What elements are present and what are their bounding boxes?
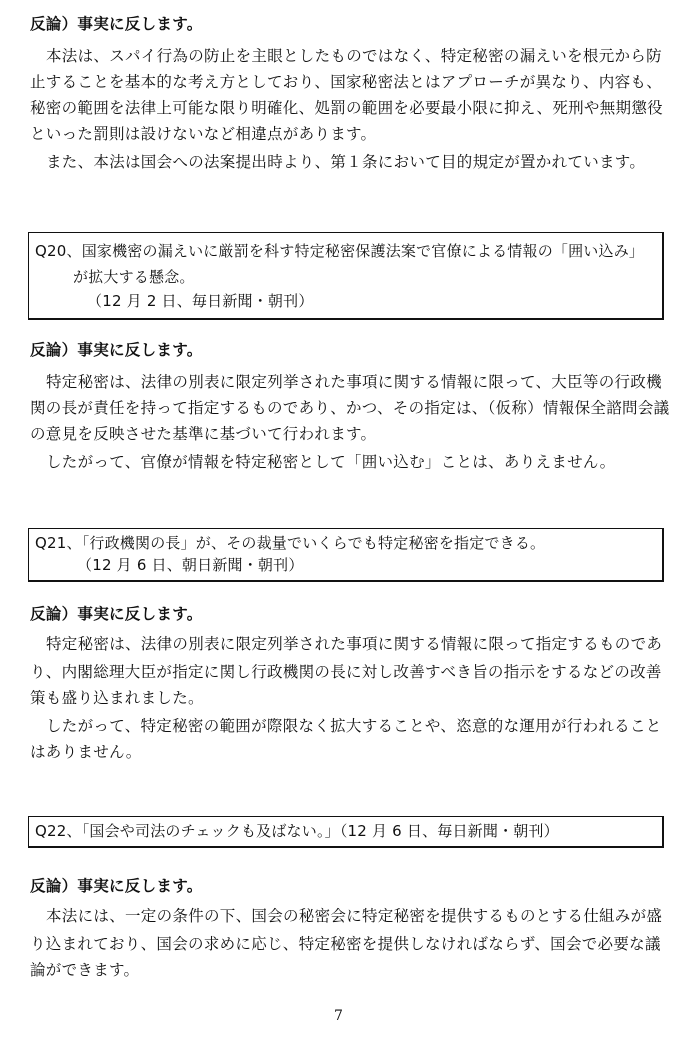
paragraph-line: といった罰則は設けないなど相違点があります。 [30,125,377,143]
paragraph-line: り、内閣総理大臣が指定に関し行政機関の長に対し改善すべき旨の指示をするなどの改善 [30,663,662,681]
paragraph-line: 論ができます。 [30,961,140,979]
paragraph-line: 策も盛り込まれました。 [30,689,204,707]
paragraph-line: また、本法は国会への法案提出時より、第１条において目的規定が置かれています。 [46,153,646,171]
paragraph-line: したがって、官僚が情報を特定秘密として「囲い込む」ことは、ありえません。 [46,453,616,471]
rebuttal-heading: 反論）事実に反します。 [30,15,203,33]
question-line: Q21、「行政機関の長」が、その裁量でいくらでも特定秘密を指定できる。 [35,534,546,552]
paragraph-line: 本法は、スパイ行為の防止を主眼としたものではなく、特定秘密の漏えいを根元から防 [46,47,662,65]
question-line: が拡大する懸念。 [73,268,195,286]
paragraph-line: 秘密の範囲を法律上可能な限り明確化、処罰の範囲を必要最小限に抑え、死刑や無期懲役 [30,99,663,117]
paragraph-line: したがって、特定秘密の範囲が際限なく拡大することや、恣意的な運用が行われること [46,717,662,735]
paragraph-line: 本法には、一定の条件の下、国会の秘密会に特定秘密を提供するものとする仕組みが盛 [46,907,663,925]
paragraph-line: 特定秘密は、法律の別表に限定列挙された事項に関する情報に限って、大臣等の行政機 [46,373,662,391]
rebuttal-heading: 反論）事実に反します。 [30,605,203,623]
rebuttal-heading: 反論）事実に反します。 [30,341,203,359]
paragraph-line: り込まれており、国会の求めに応じ、特定秘密を提供しなければならず、国会で必要な議 [30,935,661,953]
page-number: 7 [334,1008,343,1024]
paragraph-line: 止することを基本的な考え方としており、国家秘密法とはアプローチが異なり、内容も、 [30,73,663,91]
question-box-q22 [28,816,664,848]
question-line: Q20、国家機密の漏えいに厳罰を科す特定秘密保護法案で官僚による情報の「囲い込み」 [35,242,645,260]
question-source: （12 月 6 日、朝日新聞・朝刊） [77,556,304,574]
rebuttal-heading: 反論）事実に反します。 [30,877,203,895]
question-line: Q22、「国会や司法のチェックも及ばない。」（12 月 6 日、毎日新聞・朝刊） [35,822,559,840]
question-source: （12 月 2 日、毎日新聞・朝刊） [87,292,314,310]
question-box-q20 [28,232,664,320]
question-box-q21 [28,528,664,582]
paragraph-line: 関の長が責任を持って指定するものであり、かつ、その指定は、（仮称）情報保全諮問会議 [30,399,670,417]
paragraph-line: の意見を反映させた基準に基づいて行われます。 [30,425,377,443]
paragraph-line: はありません。 [30,743,142,761]
paragraph-line: 特定秘密は、法律の別表に限定列挙された事項に関する情報に限って指定するものであ [46,635,663,653]
